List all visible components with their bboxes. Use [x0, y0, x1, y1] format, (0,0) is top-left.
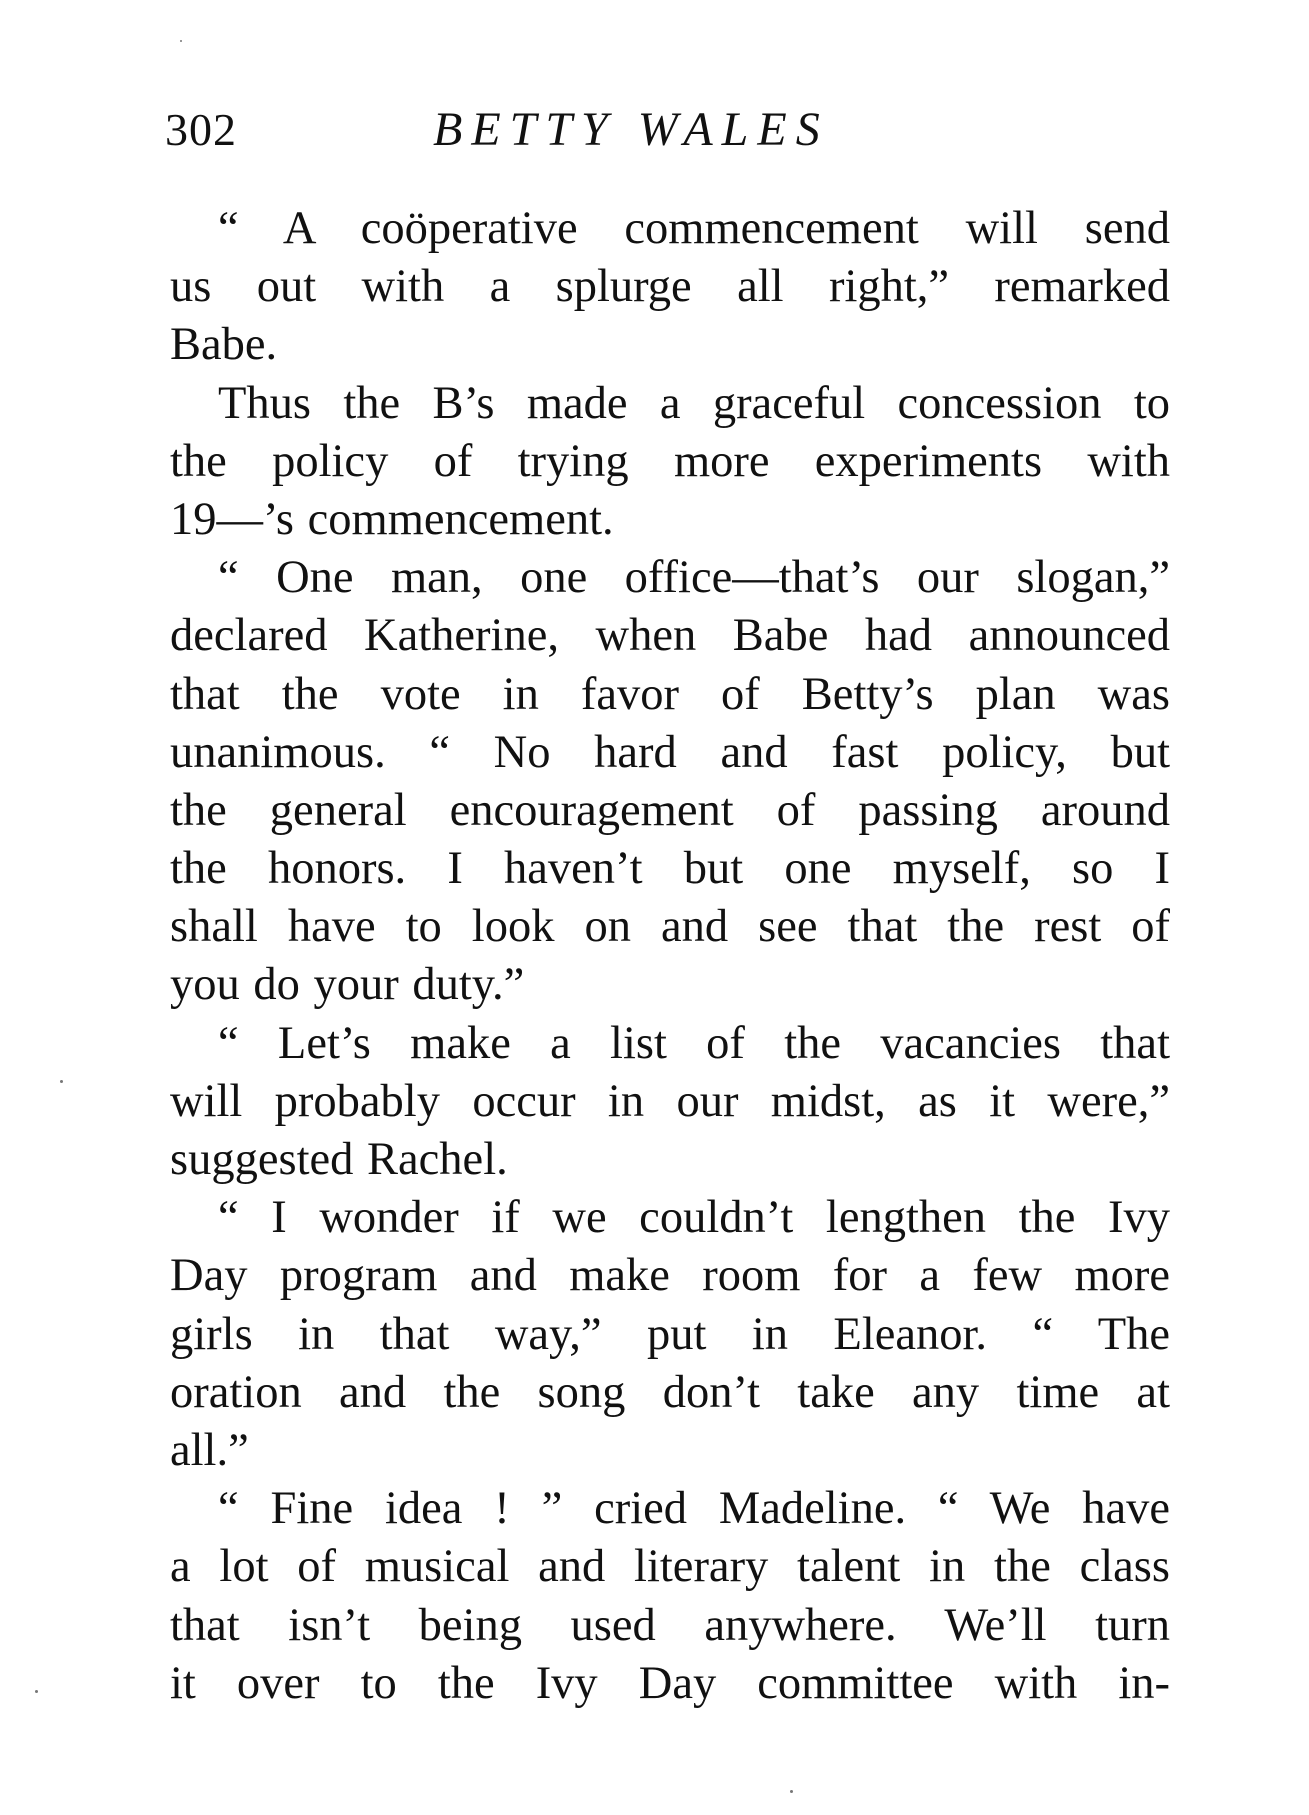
- body-text: [170, 200, 1170, 1713]
- text-line: the policy of trying more experiments with: [170, 435, 1170, 487]
- text-line: declared Katherine, when Babe had announced: [170, 610, 1170, 662]
- text-line: “ Let’s make a list of the vacancies that: [218, 1017, 1170, 1069]
- text-line: us out with a splurge all right,” remarked: [170, 261, 1170, 313]
- text-line: Thus the B’s made a graceful concession to: [218, 377, 1170, 429]
- text-line: the general encouragement of passing around: [170, 784, 1170, 836]
- text-line: “ One man, one office—that’s our slogan,”: [218, 552, 1170, 604]
- paragraph: [170, 1015, 1170, 1190]
- text-line: that isn’t being used anywhere. We’ll turn: [170, 1599, 1170, 1651]
- paper-speck: [180, 40, 182, 42]
- text-line: “ Fine idea ! ” cried Madeline. “ We have: [218, 1483, 1170, 1535]
- text-line: Babe.: [170, 319, 278, 371]
- paper-speck: [790, 1790, 793, 1793]
- text-line: 19—’s commencement.: [170, 493, 614, 545]
- text-line: that the vote in favor of Betty’s plan was: [170, 668, 1170, 720]
- text-line: the honors. I haven’t but one myself, so I: [170, 843, 1170, 895]
- paragraph: [170, 549, 1170, 1015]
- text-line: a lot of musical and literary talent in the class: [170, 1541, 1170, 1593]
- text-line: unanimous. “ No hard and fast policy, but: [170, 726, 1170, 778]
- text-line: girls in that way,” put in Eleanor. “ The: [170, 1308, 1170, 1360]
- paragraph: [170, 200, 1170, 375]
- text-line: oration and the song don’t take any time at: [170, 1366, 1170, 1418]
- paragraph: [170, 375, 1170, 550]
- paper-speck: [60, 1080, 63, 1083]
- paragraph: [170, 1480, 1170, 1713]
- text-line: “ I wonder if we couldn’t lengthen the Ivy: [218, 1192, 1170, 1244]
- text-line: will probably occur in our midst, as it were,”: [170, 1075, 1170, 1127]
- paper-speck: [35, 1690, 38, 1693]
- text-line: shall have to look on and see that the rest of: [170, 901, 1170, 953]
- text-line: suggested Rachel.: [170, 1134, 508, 1185]
- page-header: [165, 95, 1175, 165]
- text-line: it over to the Ivy Day committee with in-: [170, 1657, 1170, 1709]
- text-line: all.”: [170, 1424, 249, 1476]
- page-number: 302: [165, 104, 237, 155]
- text-line: Day program and make room for a few more: [170, 1250, 1170, 1302]
- paragraph: [170, 1189, 1170, 1480]
- running-head: BETTY WALES: [433, 103, 829, 156]
- text-line: you do your duty.”: [170, 959, 525, 1011]
- text-line: “ A coöperative commencement will send: [218, 203, 1170, 254]
